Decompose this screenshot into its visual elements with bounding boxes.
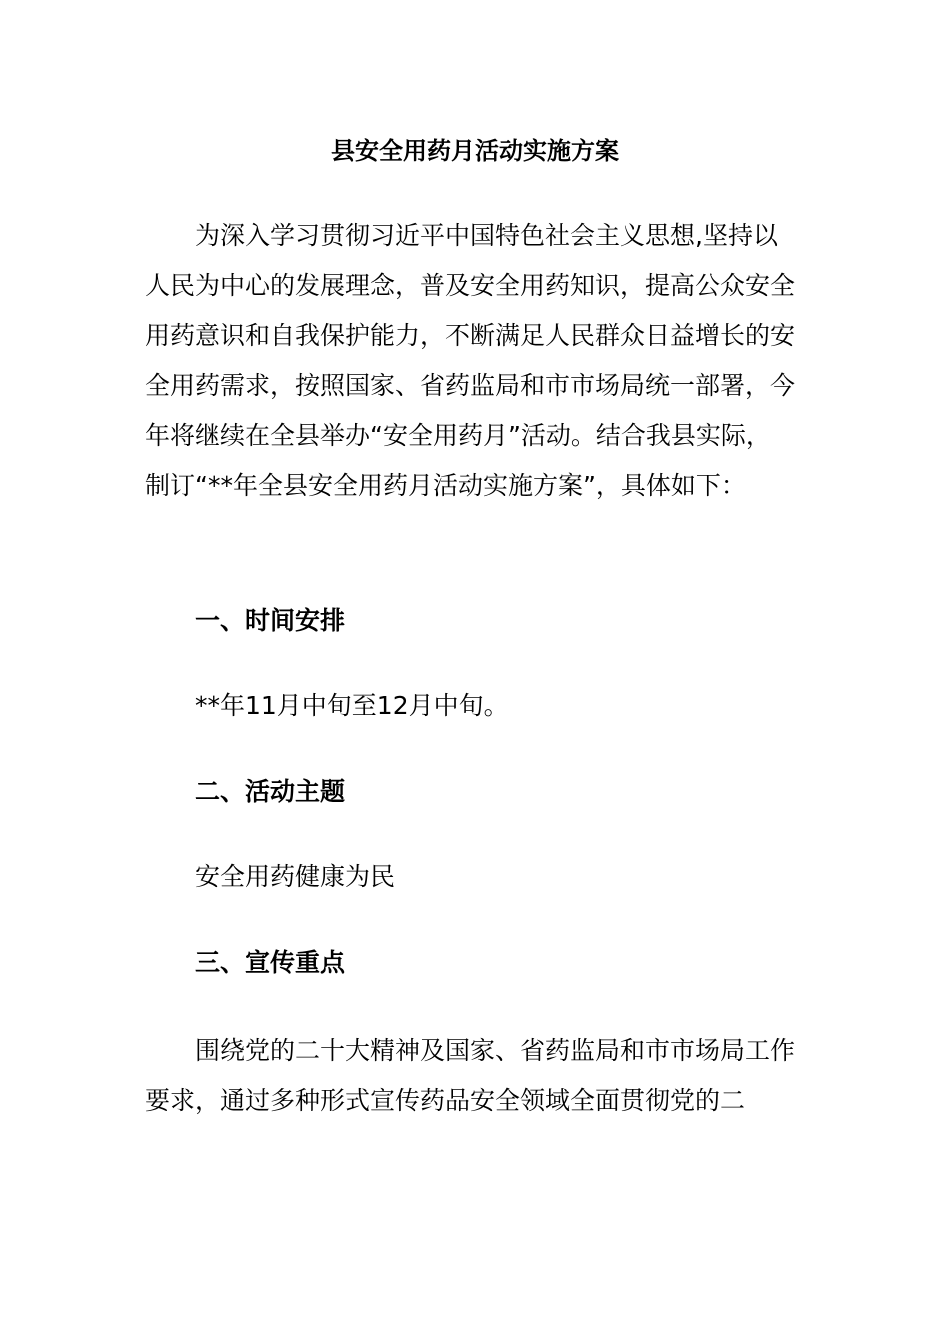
section-body-theme: 安全用药健康为民 xyxy=(195,862,396,891)
section-body-schedule: **年11月中旬至12月中旬。 xyxy=(195,691,509,720)
section-body-focus: 围绕党的二十大精神及国家、省药监局和市市场局工作要求，通过多种形式宣传药品安全领域全面贯彻党的二 xyxy=(145,1036,796,1115)
intro-paragraph: 为深入学习贯彻习近平中国特色社会主义思想,坚持以人民为中心的发展理念，普及安全用药知识，提高公众安全用药意识和自我保护能力，不断满足人民群众日益增长的安全用药需求，按照国家、省药监局和市市场局统一部署，今年将继续在全县举办“安全用药月”活动。结合我县实际，制订“**年全县安全用药月活动实施方案”，具体如下： xyxy=(145,221,796,500)
document-title: 县安全用药月活动实施方案 xyxy=(331,137,619,165)
section-heading-focus: 三、宣传重点 xyxy=(195,948,346,977)
section-heading-schedule: 一、时间安排 xyxy=(195,606,346,635)
section-heading-theme: 二、活动主题 xyxy=(195,777,346,806)
